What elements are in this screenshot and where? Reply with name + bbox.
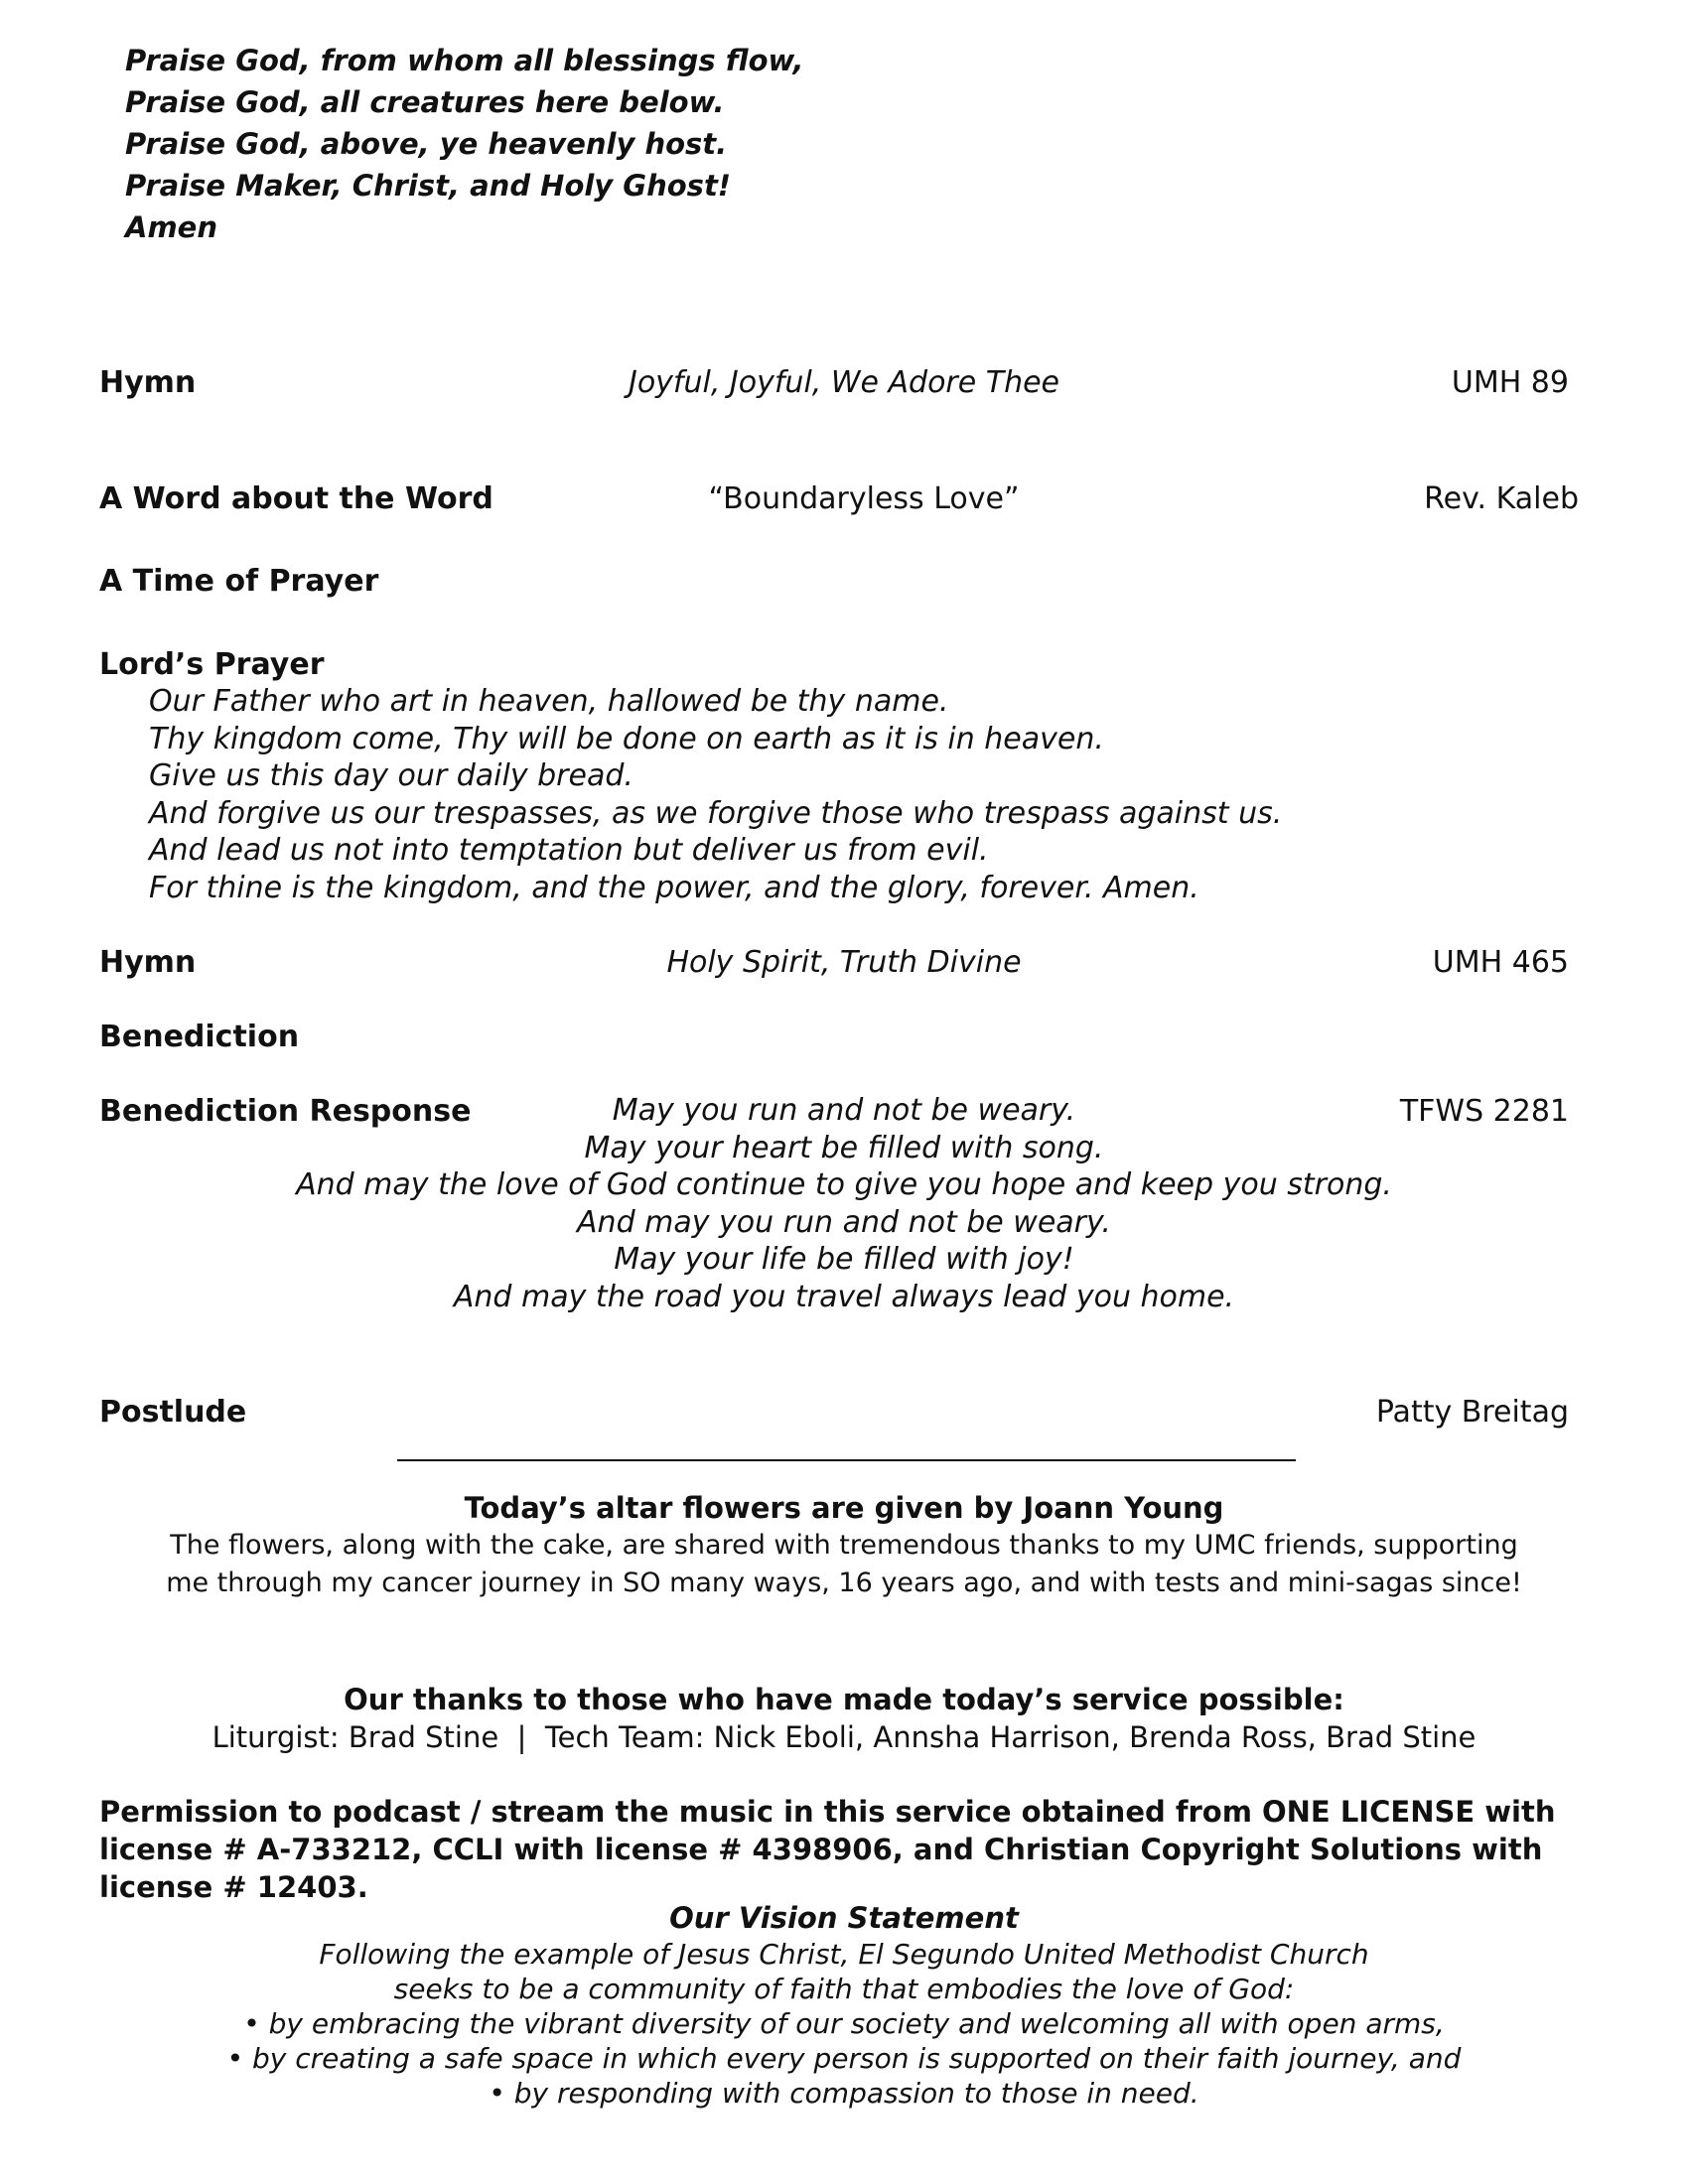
postlude-label: Postlude bbox=[99, 1395, 247, 1430]
doxology bbox=[125, 40, 803, 248]
response-line: And may the love of God continue to give you hope and keep you strong. bbox=[296, 1167, 1392, 1202]
postlude-musician: Patty Breitag bbox=[1375, 1395, 1569, 1430]
hymn2-ref: UMH 465 bbox=[1432, 945, 1569, 980]
lords-prayer-text bbox=[149, 683, 1282, 906]
response-line: May you run and not be weary. bbox=[612, 1093, 1076, 1128]
vision-line: Following the example of Jesus Christ, El Segundo United Methodist Church bbox=[319, 1938, 1369, 1971]
thanks-line: Liturgist: Brad Stine | Tech Team: Nick Eboli, Annsha Harrison, Brenda Ross, Brad Stine bbox=[211, 1720, 1477, 1754]
vision-line: • by creating a safe space in which every person is supported on their faith journey, and bbox=[226, 2042, 1462, 2075]
doxology-line: Praise God, all creatures here below. bbox=[125, 85, 725, 119]
sermon-title: “Boundaryless Love” bbox=[708, 481, 1020, 516]
vision-heading: Our Vision Statement bbox=[669, 1901, 1019, 1935]
prayer-time-label: A Time of Prayer bbox=[99, 564, 379, 599]
prayer-line: For thine is the kingdom, and the power, and the glory, forever. Amen. bbox=[149, 870, 1199, 905]
doxology-line: Praise Maker, Christ, and Holy Ghost! bbox=[125, 169, 732, 203]
prayer-line: Our Father who art in heaven, hallowed be thy name. bbox=[149, 684, 949, 719]
response-line: And may you run and not be weary. bbox=[577, 1204, 1111, 1240]
doxology-line: Praise God, above, ye heavenly host. bbox=[125, 127, 728, 161]
vision-statement bbox=[227, 1899, 1462, 2111]
prayer-line: Give us this day our daily bread. bbox=[149, 758, 633, 793]
permission-notice: Permission to podcast / stream the music in this service obtained from ONE LICENSE with license # A-733212, CCLI with license # 4398906, and Christian Copyright Solutions with license # 12403. bbox=[99, 1795, 1556, 1904]
prayer-line: And lead us not into temptation but deliver us from evil. bbox=[149, 833, 989, 868]
flowers-section bbox=[166, 1489, 1522, 1602]
flowers-heading: Today’s altar flowers are given by Joann Young bbox=[464, 1491, 1224, 1525]
prayer-line: And forgive us our trespasses, as we forgive those who trespass against us. bbox=[149, 795, 1283, 831]
response-line: And may the road you travel always lead you home. bbox=[453, 1279, 1235, 1314]
benediction-response-ref: TFWS 2281 bbox=[1399, 1094, 1569, 1129]
vision-line: • by embracing the vibrant diversity of our society and welcoming all with open arms, bbox=[243, 2007, 1445, 2040]
hymn1-title: Joyful, Joyful, We Adore Thee bbox=[628, 365, 1060, 400]
lords-prayer-label: Lord’s Prayer bbox=[99, 647, 325, 682]
section-divider bbox=[397, 1459, 1296, 1461]
preacher: Rev. Kaleb bbox=[1424, 481, 1579, 516]
hymn2-label: Hymn bbox=[99, 945, 197, 980]
doxology-line: Praise God, from whom all blessings flow, bbox=[125, 44, 804, 77]
thanks-heading: Our thanks to those who have made today’s service possible: bbox=[344, 1683, 1344, 1716]
prayer-line: Thy kingdom come, Thy will be done on earth as it is in heaven. bbox=[149, 721, 1104, 756]
word-label: A Word about the Word bbox=[99, 481, 493, 516]
hymn2-title: Holy Spirit, Truth Divine bbox=[666, 945, 1022, 980]
response-line: May your heart be filled with song. bbox=[584, 1130, 1104, 1165]
hymn1-ref: UMH 89 bbox=[1451, 365, 1569, 400]
vision-line: seeks to be a community of faith that embodies the love of God: bbox=[393, 1973, 1295, 2005]
benediction-response-label: Benediction Response bbox=[99, 1094, 472, 1129]
flowers-line: me through my cancer journey in SO many ways, 16 years ago, and with tests and mini-sagas since! bbox=[166, 1568, 1522, 1598]
flowers-line: The flowers, along with the cake, are shared with tremendous thanks to my UMC friends, supporting bbox=[170, 1530, 1518, 1561]
response-line: May your life be filled with joy! bbox=[614, 1242, 1074, 1277]
hymn1-label: Hymn bbox=[99, 365, 197, 400]
benediction-response-text bbox=[296, 1092, 1392, 1315]
vision-line: • by responding with compassion to those in need. bbox=[489, 2077, 1199, 2110]
doxology-line: Amen bbox=[125, 210, 217, 244]
benediction-label: Benediction bbox=[99, 1020, 300, 1054]
thanks-section bbox=[212, 1681, 1477, 1756]
